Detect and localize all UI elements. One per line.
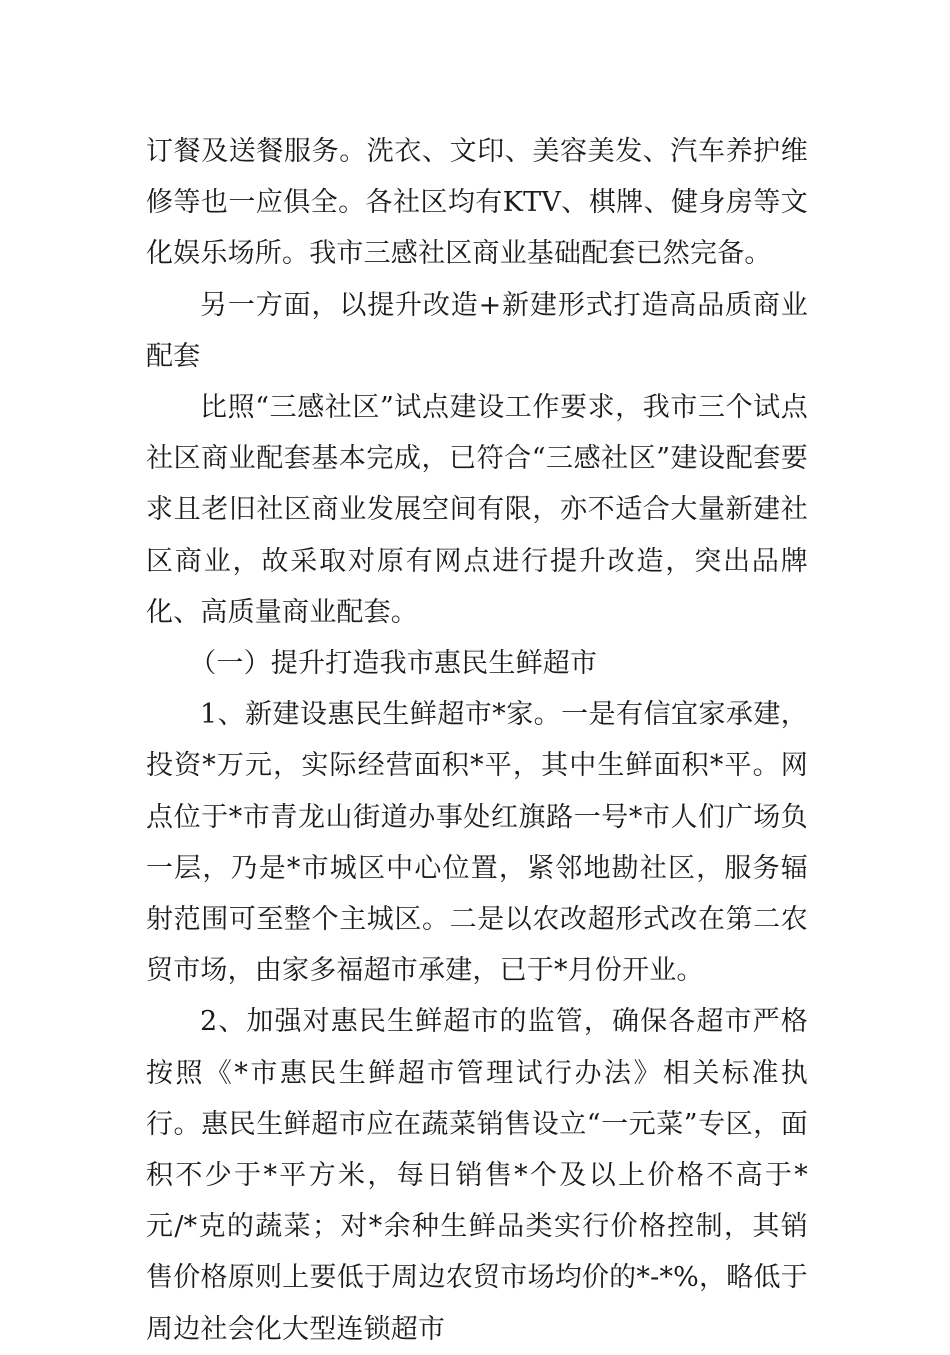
document-body [146, 126, 808, 1355]
paragraph-section-heading: 另一方面，以提升改造+新建形式打造高品质商业配套 [146, 289, 808, 372]
paragraph-item-1: 1、新建设惠民生鲜超市*家。一是有信宜家承建，投资*万元，实际经营面积*平，其中生鲜面积*平。网点位于*市青龙山街道办事处红旗路一号*市人们广场负一层，乃是*市城区中心位置，紧邻地勘社区，服务辐射范围可至整个主城区。二是以农改超形式改在第二农贸市场，由家多福超市承建，已于*月份开业。 [146, 699, 808, 987]
paragraph-continuation: 订餐及送餐服务。洗衣、文印、美容美发、汽车养护维修等也一应俱全。各社区均有KTV、棋牌、健身房等文化娱乐场所。我市三感社区商业基础配套已然完备。 [146, 136, 808, 270]
paragraph: 比照“三感社区”试点建设工作要求，我市三个试点社区商业配套基本完成，已符合“三感社区”建设配套要求且老旧社区商业发展空间有限，亦不适合大量新建社区商业，故采取对原有网点进行提升改造，突出品牌化、高质量商业配套。 [146, 392, 808, 628]
paragraph-subheading: （一）提升打造我市惠民生鲜超市 [189, 648, 598, 680]
paragraph-item-2: 2、加强对惠民生鲜超市的监管，确保各超市严格按照《*市惠民生鲜超市管理试行办法》相关标准执行。惠民生鲜超市应在蔬菜销售设立“一元菜”专区，面积不少于*平方米，每日销售*个及以上价格不高于*元/*克的蔬菜；对*余种生鲜品类实行价格控制，其销售价格原则上要低于周边农贸市场均价的*-*%，略低于周边社会化大型连锁超市 [146, 1006, 808, 1345]
